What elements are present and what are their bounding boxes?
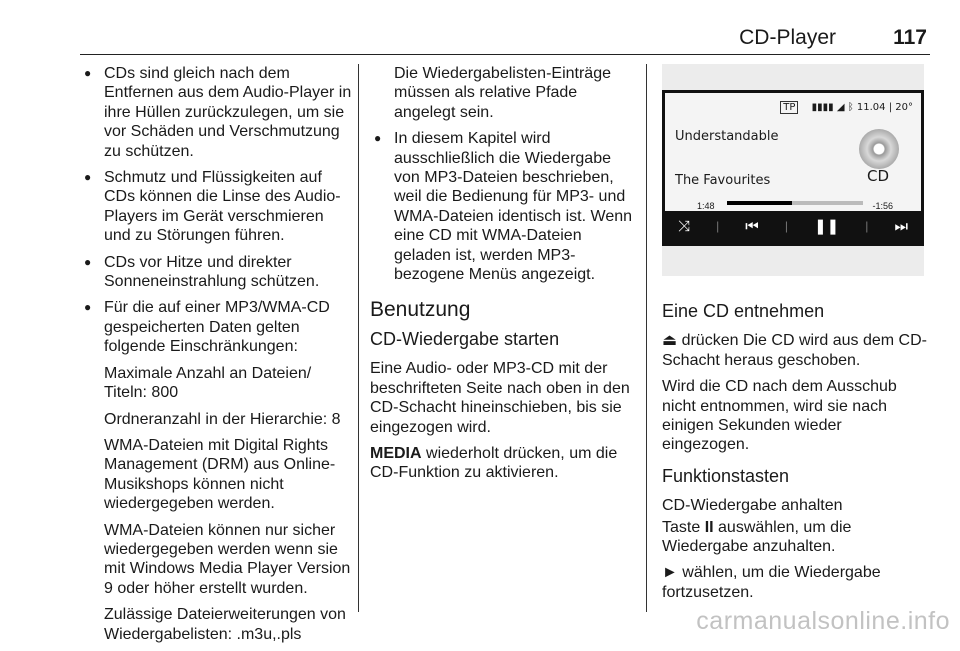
paragraph-text: wählen, um die Wiedergabe fortzusetzen. — [662, 564, 881, 601]
battery-icon: ▮▮▮▮ — [811, 102, 834, 113]
sub-paragraph: WMA-Dateien können nur sicher wiedergegeben werden wenn sie mit Windows Media Player Version 9 oder höher erstellt wurden. — [104, 521, 351, 597]
bullet-item: ● CDs sind gleich nach dem Entfernen aus dem Audio-Player in ihre Hüllen zurückzulegen, um sie vor Schäden und Verschmutzung zu schützen. — [80, 64, 352, 161]
source-label: CD — [866, 167, 889, 185]
column-divider-1 — [358, 64, 359, 612]
track-title: Understandable — [675, 129, 779, 144]
sub-paragraph: WMA-Dateien mit Digital Rights Management (DRM) aus Online-Musikshops können nicht wiedergegeben werden. — [104, 436, 336, 513]
bullet-item: ● CDs vor Hitze und direkter Sonneneinstrahlung schützen. — [80, 253, 352, 292]
status-bar: TP ▮▮▮▮ ◢ ᛒ 11.04 | 20° — [780, 98, 913, 117]
separator: | — [784, 219, 788, 234]
next-icon[interactable]: ⏭ — [894, 218, 908, 236]
signal-icon: ◢ — [836, 102, 848, 113]
page-number: 117 — [893, 26, 927, 49]
bluetooth-icon: ᛒ — [847, 102, 857, 113]
pause-icon[interactable]: ❚❚ — [814, 218, 840, 236]
separator: | — [716, 219, 720, 234]
paragraph — [662, 518, 930, 557]
progress-area — [675, 197, 911, 209]
shuffle-icon[interactable]: ⤨ — [678, 218, 691, 236]
page-header — [0, 26, 930, 56]
progress-bar[interactable] — [727, 201, 863, 205]
album-title: The Favourites — [675, 173, 771, 188]
previous-icon[interactable]: ⏮ — [745, 218, 759, 236]
continued-paragraph: Die Wiedergabelisten-Einträge müssen als relative Pfade angelegt sein. — [394, 65, 611, 121]
paragraph — [662, 331, 930, 370]
bullet-item: ● In diesem Kapitel wird ausschließlich die Wiedergabe von MP3-Dateien beschrieben, weil die Bedienung für MP3- und WMA-Dateien identisch ist. Wenn eine CD mit WMA-Dateien geladen ist, werden MP3-bezogene Menüs angezeigt. — [370, 129, 635, 284]
paragraph: Wird die CD nach dem Ausschub nicht entnommen, wird sie nach einigen Sekunden wieder eingezogen. — [662, 378, 897, 454]
watermark: carmanualsonline.info — [696, 607, 950, 635]
play-icon: ► — [662, 564, 678, 582]
header-rule — [80, 54, 930, 55]
temperature: 20° — [895, 102, 913, 113]
separator: | — [865, 219, 869, 234]
page-title: CD-Player — [739, 26, 836, 49]
column-3 — [662, 64, 930, 609]
pause-symbol: II — [704, 518, 714, 536]
bullet-item: ● Schmutz und Flüssigkeiten auf CDs können die Linse des Audio-Players im Gerät verschmieren und zu Störungen führen. — [80, 168, 352, 246]
remaining-time: -1:56 — [872, 201, 893, 211]
paragraph — [370, 444, 635, 483]
subsection-heading-start: CD-Wiedergabe starten — [370, 328, 560, 349]
paragraph: Eine Audio- oder MP3-CD mit der beschrifteten Seite nach oben in den CD-Schacht hineinschieben, bis sie eingezogen wird. — [370, 360, 630, 436]
paragraph-text: drücken Die CD wird aus dem CD-Schacht heraus geschoben. — [662, 332, 927, 369]
eject-icon: ⏏ — [662, 332, 678, 350]
sub-paragraph: Maximale Anzahl an Dateien/ Titeln: 800 — [104, 364, 312, 402]
heading-pause: CD-Wiedergabe anhalten — [662, 497, 843, 515]
display-screen — [662, 90, 924, 246]
column-1 — [80, 64, 352, 651]
heading-eject: Eine CD entnehmen — [662, 301, 825, 321]
progress-fill — [727, 201, 792, 205]
paragraph-text: Taste — [662, 518, 705, 536]
clock: 11.04 — [856, 102, 886, 113]
sub-paragraph: Zulässige Dateierweiterungen von Wiedergabelisten: .m3u,.pls — [104, 606, 346, 643]
column-divider-2 — [646, 64, 647, 612]
cd-disc-icon — [859, 129, 899, 169]
paragraph-text: auswählen, um die Wiedergabe anzuhalten. — [662, 518, 852, 556]
cd-player-screenshot — [662, 64, 924, 276]
control-bar — [665, 211, 921, 243]
media-key: MEDIA — [370, 444, 422, 462]
heading-function-keys: Funktionstasten — [662, 465, 790, 486]
column-2 — [370, 64, 635, 490]
sub-paragraph: Ordneranzahl in der Hierarchie: 8 — [104, 410, 341, 428]
bullet-item: ● Für die auf einer MP3/WMA-CD gespeicherten Daten gelten folgende Einschränkungen: — [80, 298, 352, 356]
paragraph — [662, 563, 930, 602]
elapsed-time: 1:48 — [697, 201, 715, 211]
paragraph-text: wiederholt drücken, um die CD-Funktion zu aktivieren. — [370, 444, 618, 482]
tp-indicator: TP — [780, 101, 798, 114]
section-heading-usage: Benutzung — [370, 298, 471, 322]
